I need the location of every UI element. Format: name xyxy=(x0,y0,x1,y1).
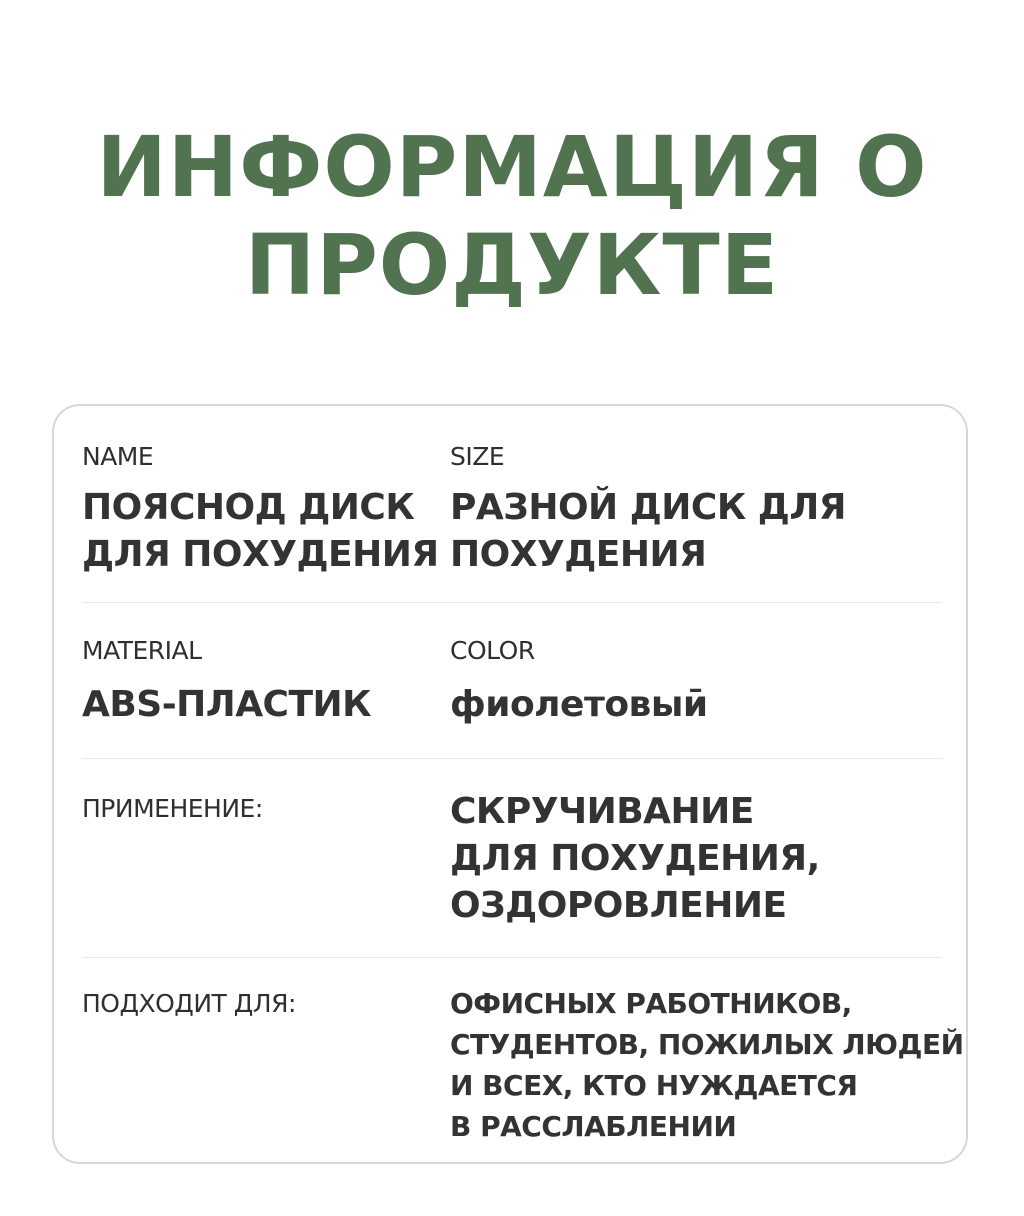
page-title xyxy=(0,118,1024,314)
page-title-line-1: ИНФОРМАЦИЯ О xyxy=(96,118,928,216)
name-value-line-1: ПОЯСНОД ДИСК xyxy=(82,487,415,528)
name-value-line-2: ДЛЯ ПОХУДЕНИЯ xyxy=(82,534,439,575)
name-label: NAME xyxy=(82,442,154,471)
color-value: фиолетовыӣ xyxy=(450,684,708,725)
material-value: ABS-ПЛАСТИК xyxy=(82,684,372,725)
suitable-value-line-3: И ВСЕХ, КТО НУЖДАЕТСЯ xyxy=(450,1069,858,1102)
divider xyxy=(82,602,942,603)
suitable-label: ПОДХОДИТ ДЛЯ: xyxy=(82,989,296,1018)
size-value xyxy=(450,484,846,578)
color-label: COLOR xyxy=(450,636,535,665)
suitable-value-line-1: ОФИСНЫХ РАБОТНИКОВ, xyxy=(450,987,852,1020)
product-info-card xyxy=(52,404,968,1164)
usage-value-line-2: ДЛЯ ПОХУДЕНИЯ, xyxy=(450,838,820,879)
size-label: SIZE xyxy=(450,442,505,471)
suitable-value-line-4: В РАССЛАБЛЕНИИ xyxy=(450,1110,737,1143)
size-value-line-2: ПОХУДЕНИЯ xyxy=(450,534,707,575)
suitable-value xyxy=(450,983,964,1147)
suitable-value-line-2: СТУДЕНТОВ, ПОЖИЛЫХ ЛЮДЕЙ xyxy=(450,1028,964,1061)
usage-value xyxy=(450,788,820,929)
usage-value-line-3: ОЗДОРОВЛЕНИЕ xyxy=(450,885,787,926)
divider xyxy=(82,957,942,958)
material-label: MATERIAL xyxy=(82,636,202,665)
usage-value-line-1: СКРУЧИВАНИЕ xyxy=(450,791,754,832)
divider xyxy=(82,758,942,759)
page-title-line-2: ПРОДУКТЕ xyxy=(244,216,780,314)
name-value xyxy=(82,484,439,578)
size-value-line-1: РАЗНОЙ ДИСК ДЛЯ xyxy=(450,487,846,528)
usage-label: ПРИМЕНЕНИЕ: xyxy=(82,794,263,823)
